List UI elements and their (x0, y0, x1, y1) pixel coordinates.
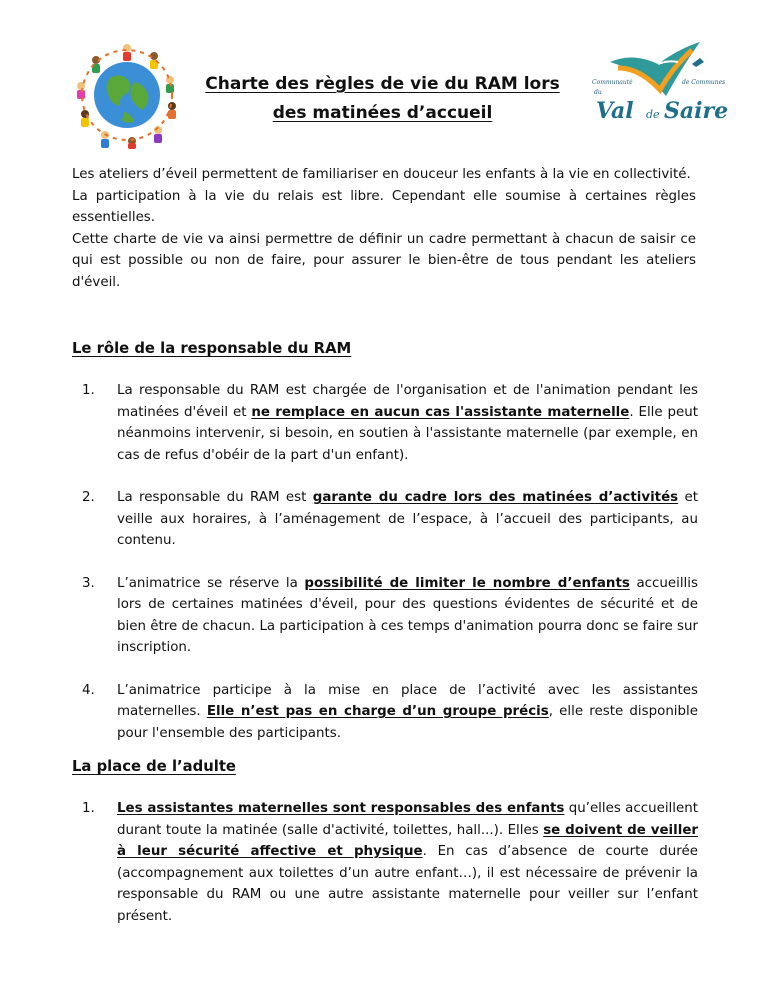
intro-paragraph: Cette charte de vie va ainsi permettre de définir un cadre permettant à chacun de saisir ce qui est possible ou non de faire, pour assurer le bien-être de tous pendant les ateliers d'éveil. (72, 231, 696, 290)
intro-text (72, 164, 696, 293)
role-list (72, 380, 698, 744)
item-text: , elle reste disponible pour l'ensemble des participants. (117, 704, 698, 741)
val-de-saire-logo (588, 34, 728, 126)
item-text: L’animatrice participe à la mise en place de l’activité avec les assistantes maternelles. (117, 682, 698, 719)
list-number: 3. (82, 575, 95, 591)
list-number: 2. (82, 490, 95, 505)
intro-paragraph: La participation à la vie du relais est libre. Cependant elle soumise à certaines règles essentielles. (72, 188, 696, 225)
list-item (72, 573, 698, 659)
item-text: qu’elles accueillent durant toute la matinée (salle d'activité, toilettes, hall...). Elles (117, 801, 698, 838)
item-text: accueillis lors de certaines matinées d'éveil, pour des questions évidentes de sécurité et de bien être de chacun. La participation à ces temps d'animation pourra donc se faire sur inscription. (117, 575, 698, 655)
item-emphasis: Elle n’est pas en charge d’un groupe précis (206, 704, 549, 719)
adult-list (72, 798, 698, 927)
logo-text-val: Val (596, 98, 634, 124)
item-text: L’animatrice se réserve la (117, 575, 305, 591)
title-line-2: des matinées d’accueil (272, 103, 493, 123)
section-heading-role: Le rôle de la responsable du RAM (72, 340, 352, 357)
logo-text-de: de (646, 108, 660, 121)
item-emphasis: possibilité de limiter le nombre d’enfants (304, 575, 630, 591)
intro-paragraph: Les ateliers d’éveil permettent de familiariser en douceur les enfants à la vie en collectivité. (72, 167, 691, 182)
list-item (72, 487, 698, 552)
logo-text-de-communes: de Communes (682, 79, 726, 86)
item-emphasis: garante du cadre lors des matinées d’activités (312, 490, 679, 505)
list-item (72, 380, 698, 466)
list-item (72, 798, 698, 927)
item-emphasis: ne remplace en aucun cas l'assistante maternelle (251, 404, 630, 420)
list-number: 4. (82, 682, 95, 698)
item-text: La responsable du RAM est (117, 490, 313, 505)
list-item (72, 680, 698, 745)
page-title (170, 70, 595, 128)
section-heading-adult: La place de l’adulte (72, 758, 236, 775)
globe-children-logo (72, 40, 182, 150)
item-emphasis: se doivent de veiller à leur sécurité affective et physique (117, 822, 699, 859)
list-number: 1. (82, 383, 95, 398)
item-text: . Elle peut néanmoins intervenir, si besoin, en soutien à l'assistante maternelle (par exemple, en cas de refus d'obéir de la part d'un enfant). (117, 404, 699, 463)
list-number: 1. (82, 801, 95, 816)
item-emphasis: Les assistantes maternelles sont responsables des enfants (117, 801, 565, 816)
title-line-1: Charte des règles de vie du RAM lors (205, 74, 560, 94)
logo-text-communaute: Communauté (592, 79, 633, 86)
item-text: . En cas d’absence de courte durée (accompagnement aux toilettes d’un autre enfant…), il est nécessaire de prévenir la responsable du RAM ou une autre assistante maternelle pour veiller sur l’enfant présent. (117, 844, 698, 924)
logo-text-saire: Saire (664, 98, 728, 124)
logo-text-du: du (594, 89, 602, 96)
item-text: La responsable du RAM est chargée de l'organisation et de l'animation pendant les matinées d'éveil et (117, 383, 698, 420)
item-text: et veille aux horaires, à l’aménagement de l’espace, à l’accueil des participants, au contenu. (117, 490, 699, 548)
